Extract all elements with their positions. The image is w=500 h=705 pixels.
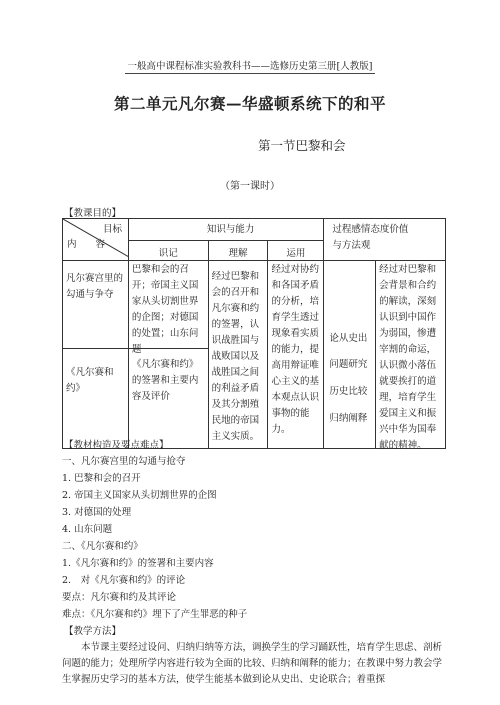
header-rule <box>125 73 375 74</box>
apply-cell: 经过对协约和各国矛盾的分析，培育学生透过现象看实质的能力，提高用辩证唯心主义的基本观点认识事物的能力。 <box>268 261 324 449</box>
method-item: 论从史出 <box>329 333 368 344</box>
page-header: 一般高中课程标准实验教科书——选修历史第三册[人教版] <box>127 61 373 72</box>
method-item: 归纳阐释 <box>329 413 368 424</box>
outline-list <box>62 453 442 623</box>
outline-item: 1. 巴黎和会的召开 <box>62 473 141 484</box>
corner-bottom-label: 内 容 <box>67 239 106 250</box>
method-item: 问题研究 <box>329 359 368 370</box>
method-paragraph: 本节课主要经过设问、归纳归纳等方法，调换学生的学习踊跃性，培育学生思虑、剖析问题的能力；处理所学内容进行较为全面的比较、归纳和阐释的能力；在教课中努力教会学生掌握历史学习的基本方法，使学生能基本做到论从史出、史论联合；着重探 <box>62 642 443 685</box>
values-cell: 经过对巴黎和会背景和合约的解读，深刻认识到中国作为弱国，惨遭宰割的命运，认识微小落伍就要挨打的道理，培育学生爱国主义和振兴中华为国奉献的精神。 <box>376 261 446 449</box>
corner-top-label: 目标 <box>103 224 123 235</box>
row2-recall-cell: 《凡尔赛和约》的签署和主要内容及评价 <box>128 349 208 449</box>
section-title: 第一节巴黎和会 <box>258 138 346 153</box>
outline-item: 1.《凡尔赛和约》的签署和主要内容 <box>62 558 214 569</box>
outline-item: 一、凡尔赛宫里的勾通与抢夺 <box>62 456 186 467</box>
outline-item: 难点：《凡尔赛和约》埋下了产生罪恶的种子 <box>62 609 248 620</box>
process-header: 过程感情态度价值 与方法观 <box>324 219 446 261</box>
row1-recall-cell: 巴黎和会的召开；帝国主义国家从头切割世界的企图；对德国的处置；山东问题 <box>128 261 208 349</box>
col-understand-header: 理解 <box>208 241 268 261</box>
outline-item: 2. 帝国主义国家从头切割世界的企图 <box>62 490 217 501</box>
method-item: 历史比较 <box>329 386 368 397</box>
goals-table <box>62 218 446 449</box>
analysis-heading: 【教材构造及要点难点】 <box>64 440 169 451</box>
unit-title: 第二单元凡尔赛—华盛顿系统下的和平 <box>113 94 386 113</box>
outline-item: 要点：凡尔赛和约及其评论 <box>62 592 177 603</box>
row2-label-cell: 《凡尔赛和约》 <box>63 349 129 449</box>
understand-cell: 经过巴黎和会的召开和凡尔赛和约的签署，认识战胜国与战败国以及战胜国之间的利益矛盾及其分割殖民地的帝国主义实质。 <box>208 261 268 449</box>
col-apply-header: 运用 <box>268 241 324 261</box>
method-heading: 【教学方法】 <box>64 626 122 637</box>
col-recall-header: 识记 <box>128 241 208 261</box>
outline-item: 二、《凡尔赛和约》 <box>62 541 143 552</box>
knowledge-header: 知识与能力 <box>128 219 324 241</box>
methods-cell <box>324 261 376 449</box>
row1-label-cell: 凡尔赛宫里的勾通与争夺 <box>63 261 129 349</box>
table-corner-cell <box>63 219 129 261</box>
outline-item: 3. 对德国的处理 <box>62 507 132 518</box>
outline-item: 4. 山东问题 <box>62 524 113 535</box>
goals-heading: 【教课目的】 <box>64 208 122 219</box>
lesson-label: （第一课时） <box>220 181 280 192</box>
outline-item: 2. 对《凡尔赛和约》的评论 <box>62 575 186 586</box>
